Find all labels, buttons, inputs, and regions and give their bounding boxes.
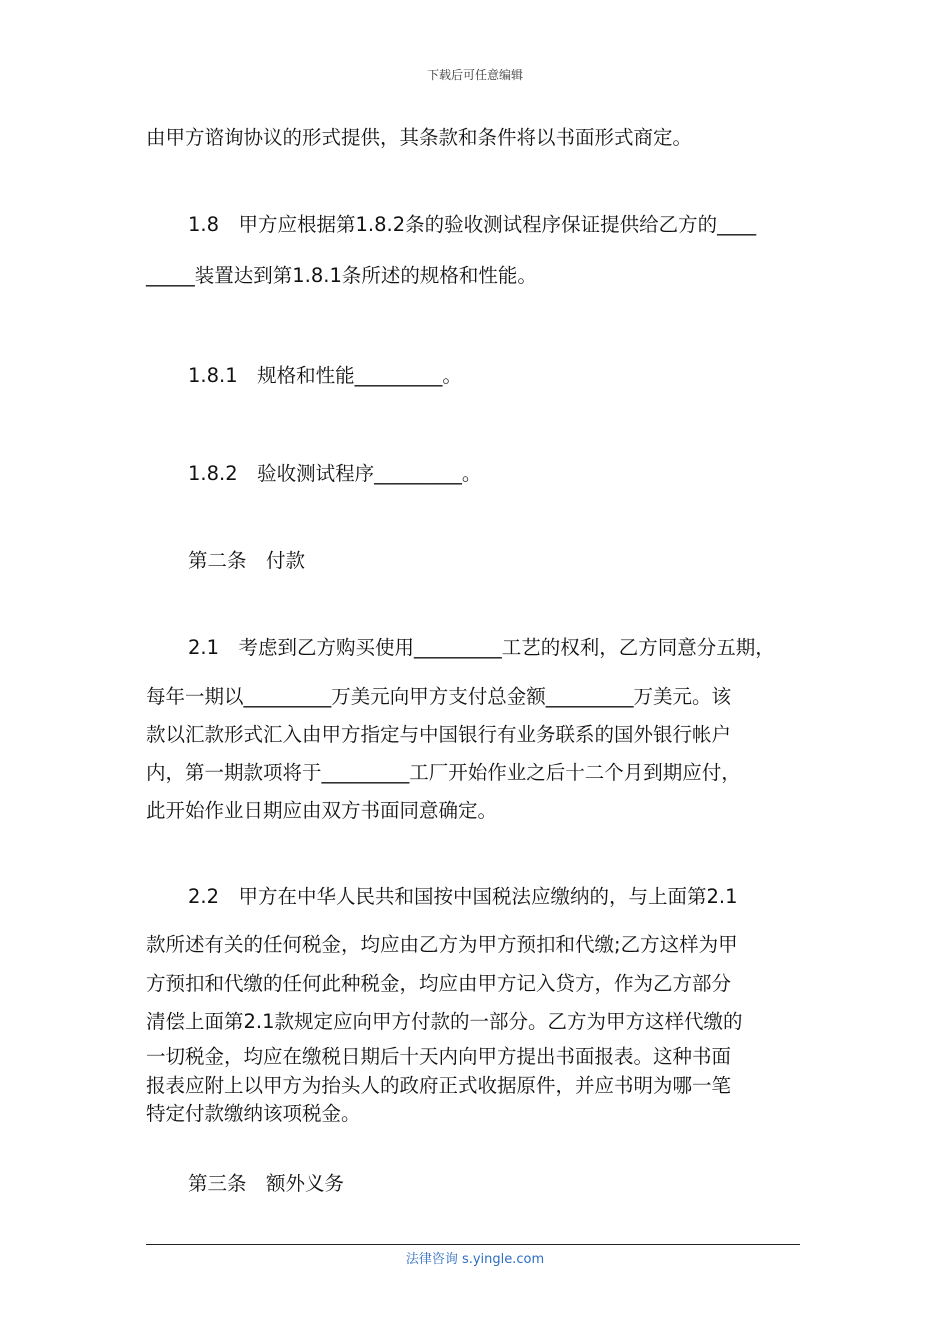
clause-2-2-line-2: 款所述有关的任何税金，均应由乙方为甲方预扣和代缴;乙方这样为甲 bbox=[146, 933, 738, 956]
clause-2-2-line-5: 一切税金，均应在缴税日期后十天内向甲方提出书面报表。这种书面 bbox=[146, 1045, 732, 1068]
paragraph-line: 由甲方谘询协议的形式提供，其条款和条件将以书面形式商定。 bbox=[146, 126, 693, 149]
clause-1-8-2: 1.8.2 验收测试程序_________。 bbox=[188, 462, 482, 485]
clause-2-2-line-4: 清偿上面第2.1款规定应向甲方付款的一部分。乙方为甲方这样代缴的 bbox=[146, 1010, 743, 1033]
clause-2-2-line-6: 报表应附上以甲方为抬头人的政府正式收据原件，并应书明为哪一笔 bbox=[146, 1074, 732, 1097]
clause-2-2-line-1: 2.2 甲方在中华人民共和国按中国税法应缴纳的，与上面第2.1 bbox=[188, 885, 738, 908]
clause-2-2-line-7: 特定付款缴纳该项税金。 bbox=[146, 1102, 361, 1125]
clause-2-1-line-3: 款以汇款形式汇入由甲方指定与中国银行有业务联系的国外银行帐户 bbox=[146, 723, 732, 746]
clause-1-8-1: 1.8.1 规格和性能_________。 bbox=[188, 364, 462, 387]
clause-1-8-line-2: _____装置达到第1.8.1条所述的规格和性能。 bbox=[146, 264, 537, 287]
clause-2-1-line-5: 此开始作业日期应由双方书面同意确定。 bbox=[146, 799, 498, 822]
clause-2-1-line-1: 2.1 考虑到乙方购买使用_________工艺的权利，乙方同意分五期， bbox=[188, 636, 775, 659]
footer-divider bbox=[146, 1244, 800, 1245]
clause-2-1-line-4: 内，第一期款项将于_________工厂开始作业之后十二个月到期应付， bbox=[146, 761, 741, 784]
article-3-heading: 第三条 额外义务 bbox=[188, 1172, 345, 1195]
clause-2-1-line-2: 每年一期以_________万美元向甲方支付总金额_________万美元。该 bbox=[146, 685, 732, 708]
page-header: 下载后可任意编辑 bbox=[426, 68, 523, 82]
footer-link[interactable]: 法律咨询 s.yingle.com bbox=[405, 1252, 545, 1267]
clause-2-2-line-3: 方预扣和代缴的任何此种税金，均应由甲方记入贷方，作为乙方部分 bbox=[146, 972, 732, 995]
clause-1-8-line-1: 1.8 甲方应根据第1.8.2条的验收测试程序保证提供给乙方的____ bbox=[188, 213, 757, 236]
article-2-heading: 第二条 付款 bbox=[188, 549, 306, 572]
